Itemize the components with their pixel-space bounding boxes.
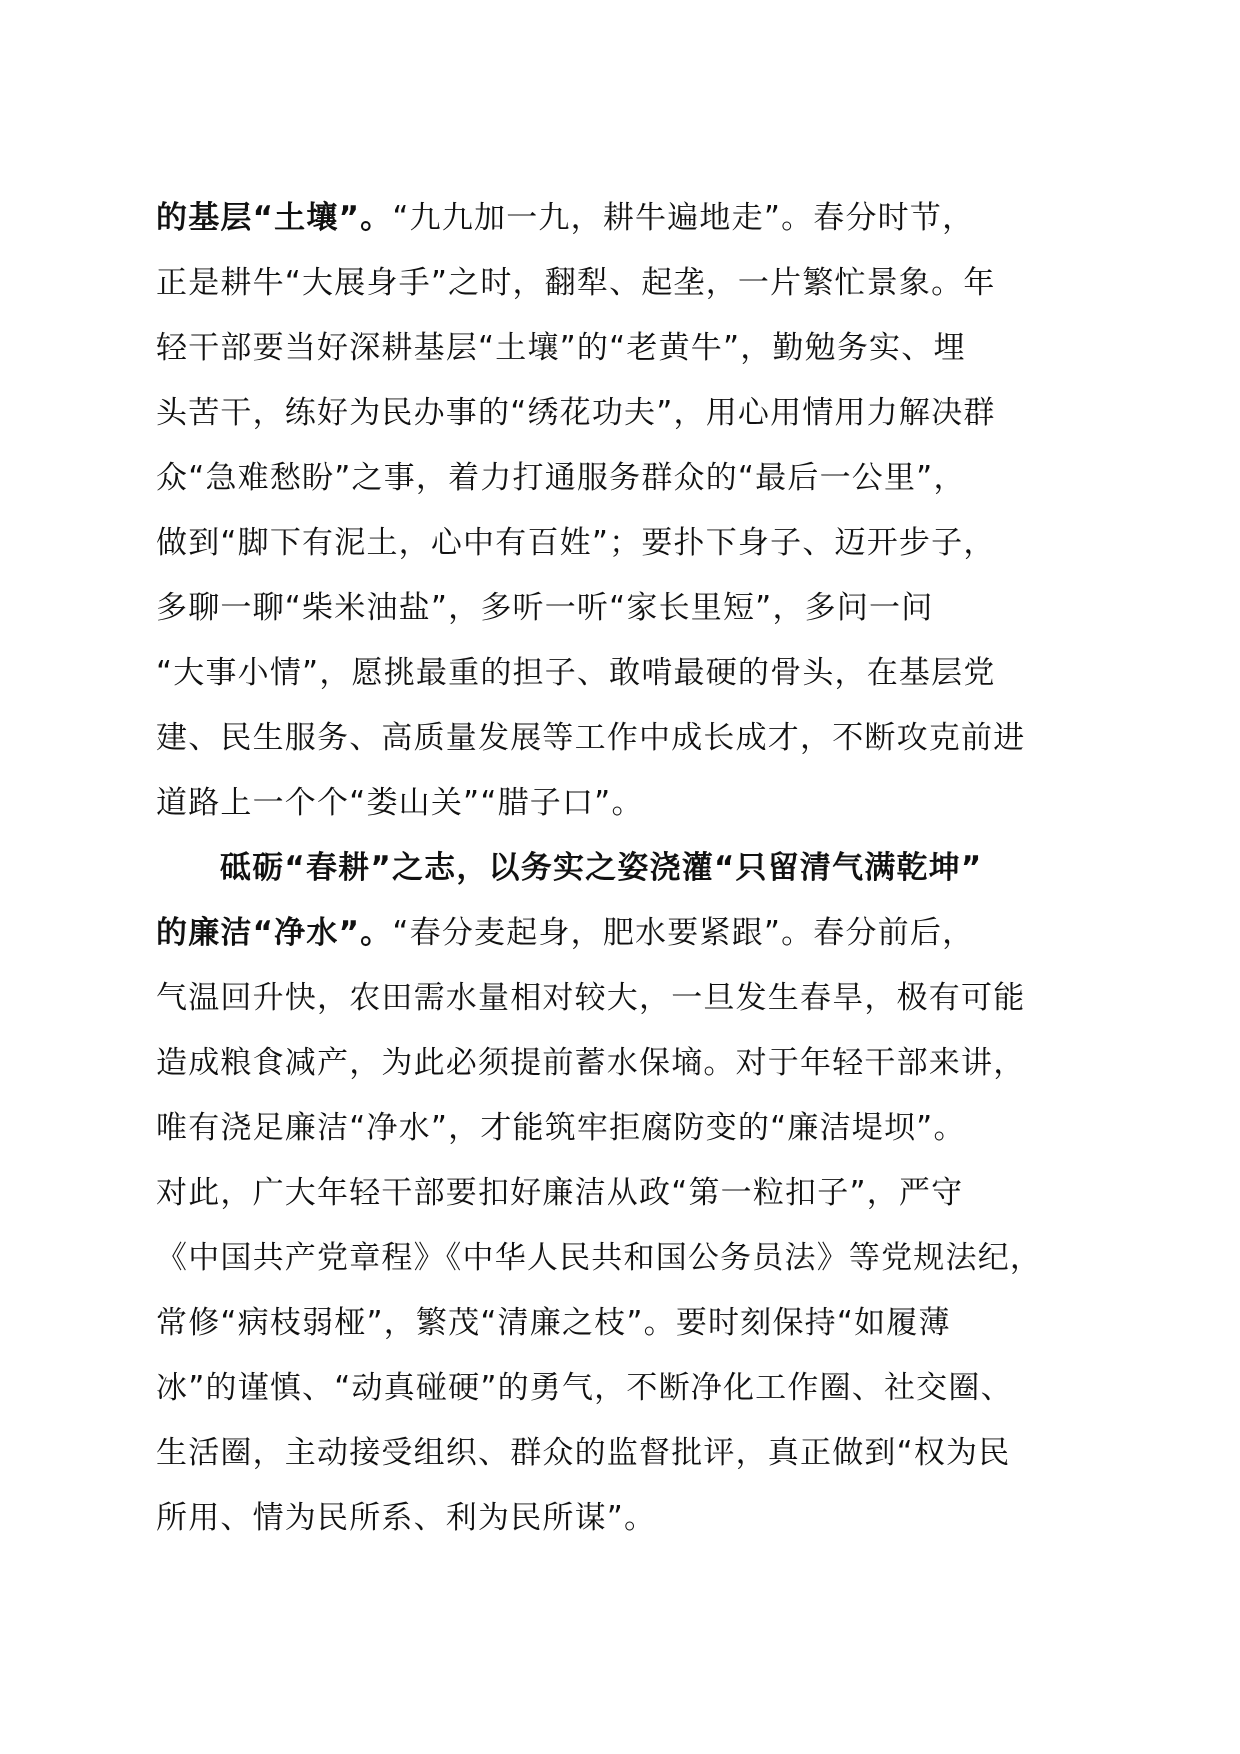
paragraph-2-line-8: 冰”的谨慎、“动真碰硬”的勇气，不断净化工作圈、社交圈、 [156,1370,1013,1406]
paragraph-2-line-7: 常修“病枝弱桠”，繁茂“清廉之枝”。要时刻保持“如履薄 [156,1305,951,1341]
paragraph-2-line-5: 对此，广大年轻干部要扣好廉洁从政“第一粒扣子”，严守 [156,1175,964,1211]
paragraph-1-line-5: 众“急难愁盼”之事，着力打通服务群众的“最后一公里”， [156,460,966,496]
document-body [156,186,1106,1551]
paragraph-2-line-1 [156,901,1106,966]
paragraph-2-heading-line-2: 的廉洁“净水”。 [156,915,393,951]
paragraph-1-line-2: 正是耕牛“大展身手”之时，翻犁、起垄，一片繁忙景象。年 [156,265,996,301]
paragraph-1-line-8: “大事小情”，愿挑最重的担子、敢啃最硬的骨头，在基层党 [156,655,996,691]
paragraph-2-heading-line-1: 砥砺“春耕”之志，以务实之姿浇灌“只留清气满乾坤” [220,850,983,886]
paragraph-2-line-10: 所用、情为民所系、利为民所谋”。 [156,1500,657,1536]
paragraph-1-line-3: 轻干部要当好深耕基层“土壤”的“老黄牛”，勤勉务实、埋 [156,330,966,366]
paragraph-2-line-6: 《中国共产党章程》《中华人民共和国公务员法》等党规法纪， [156,1240,1043,1276]
paragraph-2-line-3: 造成粮食减产，为此必须提前蓄水保墒。对于年轻干部来讲， [156,1045,1026,1081]
paragraph-2-line-2: 气温回升快，农田需水量相对较大，一旦发生春旱，极有可能 [156,980,1026,1016]
paragraph-1-heading-tail: 的基层“土壤”。 [156,200,393,236]
paragraph-1-text: “九九加一九，耕牛遍地走”。春分时节， [392,200,975,236]
paragraph-1-line-10: 道路上一个个“娄山关”“腊子口”。 [156,785,644,821]
paragraph-1-line-9: 建、民生服务、高质量发展等工作中成长成才，不断攻克前进 [156,720,1026,756]
paragraph-1-line-4: 头苦干，练好为民办事的“绣花功夫”，用心用情用力解决群 [156,395,996,431]
paragraph-2-line-4: 唯有浇足廉洁“净水”，才能筑牢拒腐防变的“廉洁堤坝”。 [156,1110,966,1146]
paragraph-1-line-1 [156,186,1106,251]
paragraph-1-line-6: 做到“脚下有泥土，心中有百姓”；要扑下身子、迈开步子， [156,525,996,561]
paragraph-2-line-9: 生活圈，主动接受组织、群众的监督批评，真正做到“权为民 [156,1435,1011,1471]
paragraph-1-line-7: 多聊一聊“柴米油盐”，多听一听“家长里短”，多问一问 [156,590,934,626]
paragraph-2-text: “春分麦起身，肥水要紧跟”。春分前后， [392,915,975,951]
